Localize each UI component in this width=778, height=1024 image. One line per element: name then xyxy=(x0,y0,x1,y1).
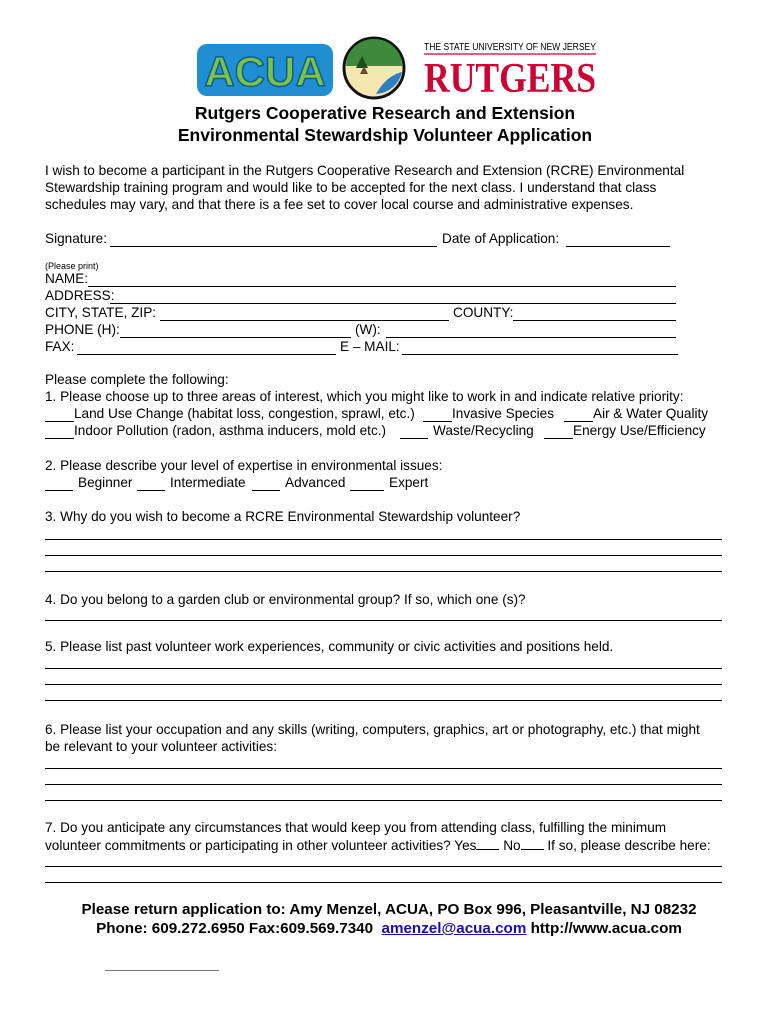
invasive-species-blank[interactable] xyxy=(423,421,452,422)
date-label: Date of Application: xyxy=(442,231,560,246)
signature-label: Signature: xyxy=(45,231,107,246)
intro-line: schedules may vary, and that there is a fee set to cover local course and administrative expenses. xyxy=(45,197,634,212)
waste-recycling-blank[interactable] xyxy=(400,438,428,439)
answer-line[interactable] xyxy=(45,539,722,540)
yes-blank[interactable] xyxy=(476,837,499,850)
address-label: ADDRESS: xyxy=(45,288,115,303)
name-field[interactable] xyxy=(88,286,676,287)
name-label: NAME: xyxy=(45,271,89,286)
no-blank[interactable] xyxy=(521,837,544,850)
question-5: 5. Please list past volunteer work experiences, community or civic activities and positions held. xyxy=(45,639,614,654)
invasive-species-option: Invasive Species xyxy=(452,406,555,421)
page-title: Rutgers Cooperative Research and Extension xyxy=(194,103,576,123)
answer-line[interactable] xyxy=(45,768,722,769)
svg-text:THE STATE UNIVERSITY OF NEW JE: THE STATE UNIVERSITY OF NEW JERSEY xyxy=(424,41,596,53)
please-print-note: (Please print) xyxy=(45,261,99,271)
land-use-option: Land Use Change (habitat loss, congestion, sprawl, etc.) xyxy=(74,406,415,421)
answer-line[interactable] xyxy=(45,555,722,556)
date-field[interactable] xyxy=(566,246,670,247)
energy-use-blank[interactable] xyxy=(544,438,573,439)
phone-fax: Phone: 609.272.6950 Fax:609.569.7340 xyxy=(96,920,374,937)
answer-line[interactable] xyxy=(45,684,722,685)
beginner-option: Beginner xyxy=(78,475,133,490)
acua-seal-icon xyxy=(342,36,406,100)
city-label: CITY, STATE, ZIP: xyxy=(45,305,157,320)
waste-recycling-option: Waste/Recycling xyxy=(433,423,534,438)
return-address: Please return application to: Amy Menzel, ACUA, PO Box 996, Pleasantville, NJ 08232 xyxy=(81,901,697,918)
expert-blank[interactable] xyxy=(350,490,384,491)
question-6: 6. Please list your occupation and any skills (writing, computers, graphics, art or photography, etc.) that might xyxy=(45,722,700,737)
beginner-blank[interactable] xyxy=(45,490,73,491)
email-field[interactable] xyxy=(402,354,678,355)
land-use-blank[interactable] xyxy=(45,421,74,422)
website-link[interactable]: http://www.acua.com xyxy=(530,920,682,937)
intro-line: I wish to become a participant in the Rutgers Cooperative Research and Extension (RCRE) Environmental xyxy=(45,163,685,178)
fax-label: FAX: xyxy=(45,339,75,354)
describe-label: If so, please describe here: xyxy=(543,838,711,853)
answer-line[interactable] xyxy=(45,784,722,785)
section-intro: Please complete the following: xyxy=(45,372,229,387)
advanced-option: Advanced xyxy=(285,475,346,490)
fax-field[interactable] xyxy=(77,354,336,355)
page-subtitle: Environmental Stewardship Volunteer Application xyxy=(177,125,593,145)
city-field[interactable] xyxy=(160,320,449,321)
intermediate-option: Intermediate xyxy=(170,475,246,490)
footnote-divider xyxy=(105,970,219,971)
question-2: 2. Please describe your level of expertise in environmental issues: xyxy=(45,458,443,473)
answer-line[interactable] xyxy=(45,668,722,669)
air-water-blank[interactable] xyxy=(564,421,593,422)
question-7-cont xyxy=(45,837,711,854)
svg-text:RUTGERS: RUTGERS xyxy=(424,56,596,102)
phone-work-label: (W): xyxy=(355,322,381,337)
indoor-pollution-option: Indoor Pollution (radon, asthma inducers, mold etc.) xyxy=(74,423,387,438)
svg-text:ACUA: ACUA xyxy=(204,48,326,95)
phone-home-label: PHONE (H): xyxy=(45,322,120,337)
question-3: 3. Why do you wish to become a RCRE Environmental Stewardship volunteer? xyxy=(45,509,521,524)
question-1: 1. Please choose up to three areas of interest, which you might like to work in and indicate relative priority: xyxy=(45,389,684,404)
question-6-cont: be relevant to your volunteer activities: xyxy=(45,739,277,754)
answer-line[interactable] xyxy=(45,571,722,572)
answer-line[interactable] xyxy=(45,800,722,801)
phone-home-field[interactable] xyxy=(120,337,351,338)
phone-work-field[interactable] xyxy=(386,337,676,338)
email-label: E – MAIL: xyxy=(340,339,400,354)
indoor-pollution-blank[interactable] xyxy=(45,438,74,439)
question-7: 7. Do you anticipate any circumstances that would keep you from attending class, fulfilling the minimum xyxy=(45,820,667,835)
answer-line[interactable] xyxy=(45,700,722,701)
question-7-text: volunteer commitments or participating in other volunteer activities? Yes xyxy=(45,838,477,853)
answer-line[interactable] xyxy=(45,866,722,867)
signature-field[interactable] xyxy=(110,246,437,247)
address-field[interactable] xyxy=(110,303,676,304)
no-label: No xyxy=(499,838,521,853)
expert-option: Expert xyxy=(389,475,429,490)
intro-line: Stewardship training program and would like to be accepted for the next class. I understand that class xyxy=(45,180,657,195)
answer-line[interactable] xyxy=(45,882,722,883)
county-field[interactable] xyxy=(513,320,676,321)
county-label: COUNTY: xyxy=(453,305,514,320)
email-link[interactable]: amenzel@acua.com xyxy=(381,920,527,937)
intermediate-blank[interactable] xyxy=(137,490,165,491)
rutgers-logo xyxy=(422,40,598,102)
acua-logo xyxy=(195,42,335,98)
air-water-option: Air & Water Quality xyxy=(593,406,709,421)
advanced-blank[interactable] xyxy=(252,490,280,491)
contact-line xyxy=(0,919,778,939)
energy-use-option: Energy Use/Efficiency xyxy=(573,423,706,438)
question-4: 4. Do you belong to a garden club or environmental group? If so, which one (s)? xyxy=(45,592,526,607)
answer-line[interactable] xyxy=(45,620,722,621)
